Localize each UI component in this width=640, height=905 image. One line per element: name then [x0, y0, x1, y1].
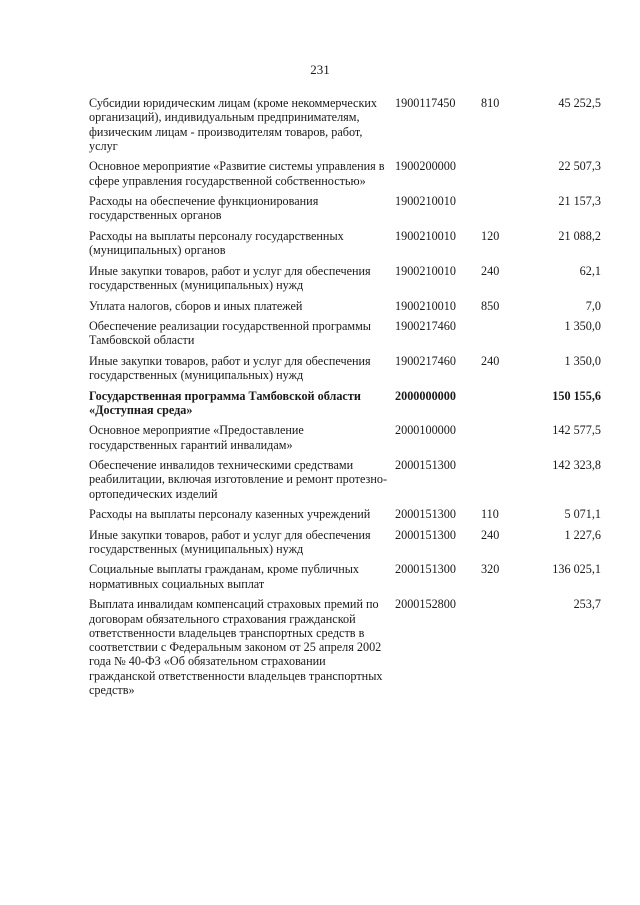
amount-value: 21 157,3 [558, 194, 601, 209]
amount-value: 45 252,5 [558, 96, 601, 110]
expense-name: Основное мероприятие «Предоставление государственных гарантий инвалидам» [89, 423, 304, 452]
expense-name: Субсидии юридическим лицам (кроме некоммерческих организаций), индивидуальным предпринимателям, физическим лицам - производителям товаров, работ, услуг [89, 96, 377, 153]
expense-name: Выплата инвалидам компенсаций страховых премий по договорам обязательного страхования гражданской ответственности владельцев транспортных средств в соответствии с Федеральным законом от 25 апреля 2002 года № 40-ФЗ «Об обязательном страховании гражданской ответственности владельцев транспортных средств» [89, 597, 383, 698]
expense-name: Обеспечение инвалидов техническими средствами реабилитации, включая изготовление и ремонт протезно-ортопедических изделий [89, 458, 388, 501]
target-article-code: 2000151300 [395, 507, 456, 522]
table-row [89, 96, 601, 153]
amount-value: 7,0 [585, 298, 601, 313]
amount-value: 22 507,3 [558, 159, 601, 174]
target-article-code: 1900117450 [395, 96, 456, 110]
target-article-code: 1900210010 [395, 194, 456, 209]
table-row [89, 299, 601, 313]
amount-value: 5 071,1 [564, 507, 601, 522]
expense-name: Расходы на выплаты персоналу казенных учреждений [89, 507, 371, 522]
target-article-code: 2000151300 [395, 527, 456, 542]
table-row [89, 159, 601, 188]
expense-type-code: 810 [481, 96, 500, 110]
table-row [89, 528, 601, 557]
amount-value: 136 025,1 [552, 562, 601, 577]
expense-name: Основное мероприятие «Развитие системы управления в сфере управления государственной собственностью» [89, 159, 385, 188]
target-article-code: 1900210010 [395, 298, 456, 313]
expense-type-code: 240 [481, 527, 500, 542]
expense-name: Расходы на выплаты персоналу государственных (муниципальных) органов [89, 228, 344, 258]
target-article-code: 2000151300 [395, 458, 456, 473]
expense-type-code: 240 [481, 263, 500, 278]
program-row [89, 389, 601, 418]
amount-value: 21 088,2 [558, 228, 601, 243]
amount-value: 150 155,6 [552, 388, 601, 403]
expense-type-code: 110 [481, 507, 499, 522]
amount-value: 1 350,0 [564, 318, 601, 333]
target-article-code: 1900200000 [395, 159, 456, 174]
target-article-code: 2000151300 [395, 562, 456, 577]
expense-type-code: 850 [481, 298, 500, 313]
target-article-code: 1900217460 [395, 318, 456, 333]
table-row [89, 507, 601, 521]
target-article-code: 2000100000 [395, 423, 456, 438]
amount-value: 1 350,0 [564, 353, 601, 368]
table-row [89, 229, 601, 258]
expense-name: Социальные выплаты гражданам, кроме публичных нормативных социальных выплат [89, 562, 359, 591]
table-row [89, 319, 601, 348]
amount-value: 253,7 [573, 597, 601, 612]
target-article-code: 2000152800 [395, 597, 456, 612]
target-article-code: 1900210010 [395, 228, 456, 243]
expense-type-code: 120 [481, 228, 500, 243]
amount-value: 1 227,6 [564, 527, 601, 542]
expense-name: Государственная программа Тамбовской области «Доступная среда» [89, 388, 361, 417]
page-number: 231 [310, 62, 330, 77]
expense-name: Иные закупки товаров, работ и услуг для обеспечения государственных (муниципальных) нужд [89, 353, 371, 383]
expense-name: Иные закупки товаров, работ и услуг для обеспечения государственных (муниципальных) нужд [89, 527, 371, 556]
expense-name: Иные закупки товаров, работ и услуг для обеспечения государственных (муниципальных) нужд [89, 263, 371, 293]
table-row [89, 354, 601, 383]
expense-name: Обеспечение реализации государственной программы Тамбовской области [89, 318, 371, 348]
expense-name: Уплата налогов, сборов и иных платежей [89, 298, 303, 313]
expense-type-code: 320 [481, 562, 500, 577]
table-row [89, 597, 601, 697]
amount-value: 142 577,5 [552, 423, 601, 438]
table-row [89, 264, 601, 293]
target-article-code: 2000000000 [395, 388, 456, 403]
budget-table [89, 96, 601, 704]
amount-value: 142 323,8 [552, 458, 601, 473]
expense-type-code: 240 [481, 353, 500, 368]
table-row [89, 194, 601, 223]
expense-name: Расходы на обеспечение функционирования государственных органов [89, 194, 319, 223]
table-row [89, 562, 601, 591]
target-article-code: 1900210010 [395, 263, 456, 278]
table-row [89, 423, 601, 452]
target-article-code: 1900217460 [395, 353, 456, 368]
table-row [89, 458, 601, 501]
amount-value: 62,1 [579, 263, 601, 278]
